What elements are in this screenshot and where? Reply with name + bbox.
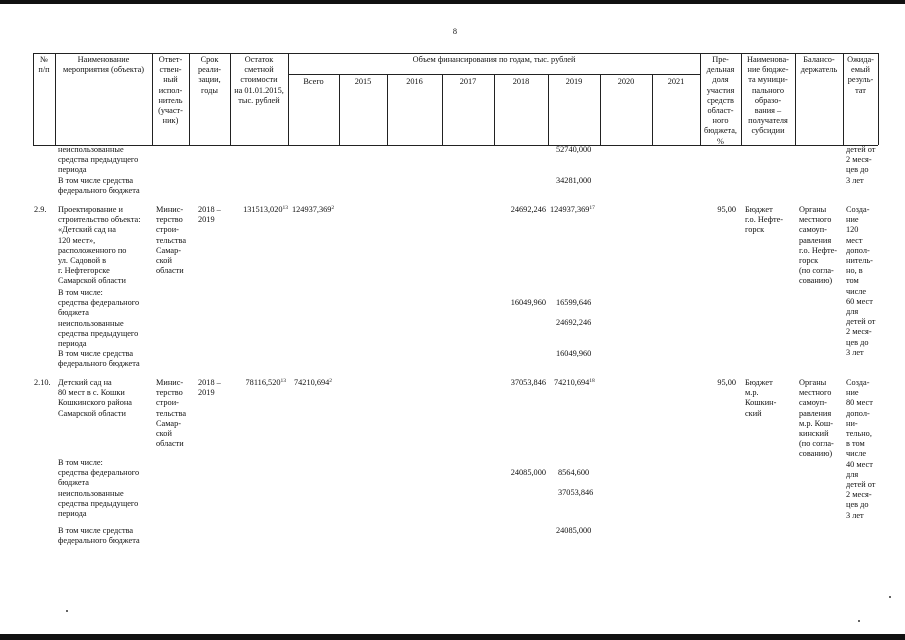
row-2-9-name: Проектирование и строительство объекта: «Детский сад на 120 мест», расположенного по ул. Садовой в г. Нефтегорске Самарской области <box>58 205 141 286</box>
cont-result: детей от 2 меся- цев до 3 лет <box>846 145 876 185</box>
row-2-10-holder: Органы местного самоуп- равления м.р. Кош- кинский (по согла- сованию) <box>799 378 834 459</box>
row-2-9-sub-2019: 16599,646 24692,246 16049,960 <box>556 298 592 359</box>
row-2-10-total: 74210,694$^2$ <box>294 378 333 387</box>
row-2-10-share: 95,00 <box>717 378 736 387</box>
row-2-10-num: 2.10. <box>34 378 51 387</box>
row-2-10-2018: 37053,846 <box>510 378 546 387</box>
row-2-9-share: 95,00 <box>717 205 736 214</box>
header-bottom-line <box>33 145 878 146</box>
row-2-10-responsible: Минис- терство строи- тельства Самар- ской области <box>156 378 187 449</box>
header-result: Ожида- емый резуль- тат <box>847 55 874 95</box>
row-2-10-result: Созда- ние 80 мест допол- ни- тельно, в том числе 40 мест для детей от 2 меся- цев до 3 лет <box>846 378 876 520</box>
header-total: Всего <box>303 77 324 86</box>
header-name: Наименование мероприятия (объекта) <box>62 55 145 75</box>
scan-speck <box>858 620 860 622</box>
cont-name: неиспользованные средства предыдущего периода В том числе средства федерального бюджета <box>58 145 140 195</box>
header-year: 2019 <box>565 77 583 86</box>
header-num: № п/п <box>38 55 50 75</box>
row-2-10-name: Детский сад на 80 мест в с. Кошки Кошкинского района Самарской области <box>58 378 132 418</box>
header-year: 2020 <box>617 77 635 86</box>
header-budget-name: Наименова- ние бюдже- та муници- пального образо- вания – получателя субсидии <box>747 55 789 136</box>
row-2-9-budget: Бюджет г.о. Нефте- горск <box>745 205 784 235</box>
header-top-line <box>33 53 878 54</box>
row-2-9-num: 2.9. <box>34 205 47 214</box>
header-share: Пре- дельная доля участия средств област- ного бюджета, % <box>703 55 737 146</box>
row-2-10-2019: 74210,694$^{18}$ <box>554 378 595 387</box>
row-2-10-sub-2018: 24085,000 <box>510 468 546 477</box>
row-2-9-rest: 131513,020$^{13}$ <box>243 205 288 214</box>
header-holder: Балансо- держатель <box>800 55 838 75</box>
header-year: 2015 <box>354 77 372 86</box>
scan-speck <box>66 610 68 612</box>
page-number: 8 <box>452 27 458 36</box>
row-2-9-2018: 24692,246 <box>510 205 546 214</box>
header-rest-cost: Остаток сметной стоимости на 01.01.2015, тыс. рублей <box>234 55 284 105</box>
header-volume: Объем финансирования по годам, тыс. рублей <box>412 55 576 64</box>
header-year: 2017 <box>459 77 477 86</box>
row-2-10-rest: 78116,520$^{13}$ <box>245 378 286 387</box>
bottom-border <box>0 634 905 640</box>
header-year: 2018 <box>512 77 530 86</box>
col-line <box>878 53 879 145</box>
scan-speck <box>889 596 891 598</box>
row-2-9-total: 124937,369$^2$ <box>292 205 335 214</box>
header-year: 2016 <box>406 77 423 86</box>
row-2-9-responsible: Минис- терство строи- тельства Самар- ской области <box>156 205 187 276</box>
row-2-10-sub2-2019: 24085,000 <box>556 526 592 535</box>
row-2-10-sub2: В том числе средства федерального бюджета <box>58 526 140 546</box>
row-2-9-2019: 124937,369$^{17}$ <box>550 205 595 214</box>
row-2-9-result: Созда- ние 120 мест допол- нитель- но, в том числе 60 мест для детей от 2 меся- цев до 3 лет <box>846 205 876 357</box>
row-2-10-sub: В том числе: средства федерального бюджета неиспользованные средства предыдущего периода <box>58 458 140 519</box>
row-2-10-sub-2019: 8564,600 37053,846 <box>558 468 594 498</box>
top-border <box>0 0 905 4</box>
header-term: Срок реали- зации, годы <box>197 55 222 95</box>
row-2-9-sub-2018: 16049,960 <box>510 298 546 307</box>
col-line <box>288 53 289 145</box>
row-2-9-sub: В том числе: средства федерального бюджета неиспользованные средства предыдущего периода В том числе средства федерального бюджета <box>58 288 140 369</box>
row-2-10-budget: Бюджет м.р. Кошкин- ский <box>745 378 777 418</box>
row-2-9-holder: Органы местного самоуп- равления г.о. Нефте- горск (по согла- сованию) <box>799 205 838 286</box>
row-2-9-term: 2018 – 2019 <box>198 205 221 225</box>
cont-2019: 52740,000 34281,000 <box>556 145 592 185</box>
row-2-10-term: 2018 – 2019 <box>198 378 221 398</box>
header-year: 2021 <box>667 77 685 86</box>
header-responsible: Ответ- ствен- ный испол- нитель (участ- ник) <box>158 55 183 126</box>
